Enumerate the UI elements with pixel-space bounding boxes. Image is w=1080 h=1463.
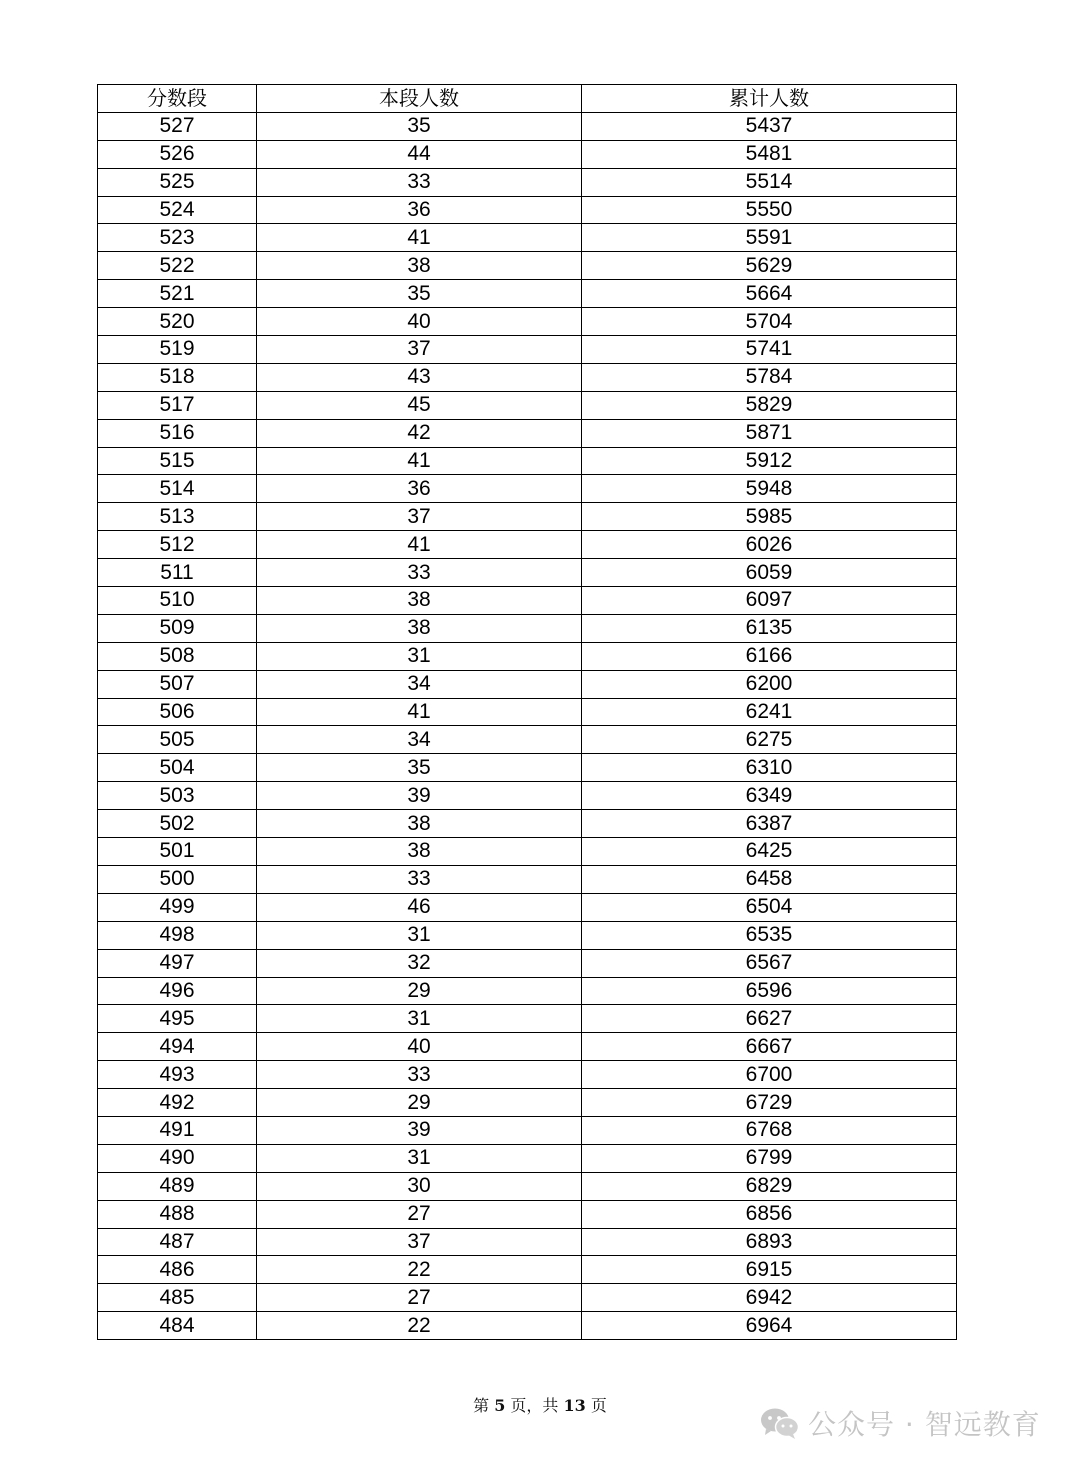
cell-score-band: 501 — [98, 838, 257, 866]
table-body — [98, 112, 957, 1339]
cell-score-band: 510 — [98, 587, 257, 615]
table-row — [98, 475, 957, 503]
table-row — [98, 1033, 957, 1061]
cell-band-count: 29 — [257, 977, 582, 1005]
cell-band-count: 42 — [257, 419, 582, 447]
cell-band-count: 35 — [257, 754, 582, 782]
table-row — [98, 140, 957, 168]
cell-band-count: 27 — [257, 1200, 582, 1228]
cell-score-band: 494 — [98, 1033, 257, 1061]
table-row — [98, 754, 957, 782]
footer-page-number: 5 — [494, 1396, 506, 1415]
cell-band-count: 41 — [257, 698, 582, 726]
table-row — [98, 810, 957, 838]
cell-band-count: 33 — [257, 559, 582, 587]
cell-band-count: 27 — [257, 1284, 582, 1312]
cell-cumulative-count: 5629 — [582, 252, 957, 280]
cell-score-band: 487 — [98, 1228, 257, 1256]
table-row — [98, 419, 957, 447]
cell-band-count: 35 — [257, 112, 582, 140]
cell-cumulative-count: 6425 — [582, 838, 957, 866]
cell-cumulative-count: 5664 — [582, 280, 957, 308]
cell-band-count: 38 — [257, 838, 582, 866]
cell-score-band: 486 — [98, 1256, 257, 1284]
cell-cumulative-count: 5912 — [582, 447, 957, 475]
cell-band-count: 40 — [257, 1033, 582, 1061]
cell-band-count: 40 — [257, 308, 582, 336]
cell-band-count: 36 — [257, 475, 582, 503]
cell-score-band: 515 — [98, 447, 257, 475]
cell-score-band: 507 — [98, 670, 257, 698]
cell-band-count: 31 — [257, 642, 582, 670]
cell-cumulative-count: 5704 — [582, 308, 957, 336]
cell-band-count: 33 — [257, 168, 582, 196]
table-row — [98, 531, 957, 559]
cell-score-band: 497 — [98, 949, 257, 977]
table-row — [98, 336, 957, 364]
cell-cumulative-count: 6458 — [582, 865, 957, 893]
table-row — [98, 112, 957, 140]
cell-cumulative-count: 5550 — [582, 196, 957, 224]
cell-band-count: 37 — [257, 503, 582, 531]
cell-score-band: 522 — [98, 252, 257, 280]
cell-band-count: 34 — [257, 726, 582, 754]
score-distribution-table — [97, 84, 957, 1340]
cell-band-count: 34 — [257, 670, 582, 698]
table-row — [98, 642, 957, 670]
cell-band-count: 41 — [257, 447, 582, 475]
cell-cumulative-count: 6700 — [582, 1061, 957, 1089]
cell-score-band: 489 — [98, 1172, 257, 1200]
watermark — [760, 1403, 1041, 1443]
cell-cumulative-count: 5514 — [582, 168, 957, 196]
table-row — [98, 1312, 957, 1340]
table-row — [98, 447, 957, 475]
table-row — [98, 614, 957, 642]
footer-suffix: 页 — [585, 1396, 607, 1415]
cell-cumulative-count: 6504 — [582, 893, 957, 921]
cell-score-band: 493 — [98, 1061, 257, 1089]
cell-cumulative-count: 6535 — [582, 921, 957, 949]
cell-score-band: 514 — [98, 475, 257, 503]
cell-score-band: 484 — [98, 1312, 257, 1340]
cell-band-count: 38 — [257, 810, 582, 838]
cell-cumulative-count: 6059 — [582, 559, 957, 587]
table-row — [98, 1005, 957, 1033]
cell-score-band: 506 — [98, 698, 257, 726]
cell-band-count: 31 — [257, 1144, 582, 1172]
table-row — [98, 670, 957, 698]
table-row — [98, 503, 957, 531]
cell-band-count: 45 — [257, 391, 582, 419]
cell-cumulative-count: 5591 — [582, 224, 957, 252]
table-row — [98, 1284, 957, 1312]
cell-cumulative-count: 6166 — [582, 642, 957, 670]
wechat-icon — [760, 1406, 800, 1440]
cell-band-count: 31 — [257, 921, 582, 949]
cell-score-band: 496 — [98, 977, 257, 1005]
table-row — [98, 726, 957, 754]
cell-band-count: 22 — [257, 1256, 582, 1284]
cell-band-count: 41 — [257, 224, 582, 252]
cell-score-band: 521 — [98, 280, 257, 308]
cell-score-band: 490 — [98, 1144, 257, 1172]
table-row — [98, 949, 957, 977]
cell-cumulative-count: 6200 — [582, 670, 957, 698]
table-row — [98, 782, 957, 810]
cell-band-count: 30 — [257, 1172, 582, 1200]
footer-total-pages: 13 — [563, 1396, 586, 1415]
cell-score-band: 498 — [98, 921, 257, 949]
cell-score-band: 516 — [98, 419, 257, 447]
header-cumulative-count: 累计人数 — [582, 85, 957, 113]
table-row — [98, 196, 957, 224]
cell-band-count: 33 — [257, 1061, 582, 1089]
table-row — [98, 1256, 957, 1284]
cell-band-count: 41 — [257, 531, 582, 559]
cell-cumulative-count: 6915 — [582, 1256, 957, 1284]
table-header-row — [98, 85, 957, 113]
cell-cumulative-count: 6349 — [582, 782, 957, 810]
cell-cumulative-count: 5829 — [582, 391, 957, 419]
cell-band-count: 38 — [257, 252, 582, 280]
cell-score-band: 508 — [98, 642, 257, 670]
table-row — [98, 280, 957, 308]
cell-score-band: 505 — [98, 726, 257, 754]
table-row — [98, 252, 957, 280]
cell-score-band: 504 — [98, 754, 257, 782]
cell-cumulative-count: 6667 — [582, 1033, 957, 1061]
footer-middle: 页，共 — [505, 1396, 564, 1415]
cell-cumulative-count: 5985 — [582, 503, 957, 531]
cell-score-band: 526 — [98, 140, 257, 168]
cell-score-band: 488 — [98, 1200, 257, 1228]
table-row — [98, 893, 957, 921]
cell-score-band: 519 — [98, 336, 257, 364]
cell-cumulative-count: 6567 — [582, 949, 957, 977]
cell-band-count: 37 — [257, 1228, 582, 1256]
table-row — [98, 977, 957, 1005]
table-row — [98, 587, 957, 615]
table-row — [98, 1089, 957, 1117]
cell-band-count: 43 — [257, 363, 582, 391]
header-score-band: 分数段 — [98, 85, 257, 113]
cell-band-count: 39 — [257, 1116, 582, 1144]
cell-score-band: 495 — [98, 1005, 257, 1033]
cell-score-band: 517 — [98, 391, 257, 419]
cell-band-count: 33 — [257, 865, 582, 893]
cell-band-count: 44 — [257, 140, 582, 168]
cell-band-count: 37 — [257, 336, 582, 364]
cell-band-count: 29 — [257, 1089, 582, 1117]
cell-score-band: 485 — [98, 1284, 257, 1312]
table-row — [98, 865, 957, 893]
cell-cumulative-count: 6241 — [582, 698, 957, 726]
table-row — [98, 1200, 957, 1228]
cell-score-band: 512 — [98, 531, 257, 559]
cell-cumulative-count: 6387 — [582, 810, 957, 838]
cell-band-count: 46 — [257, 893, 582, 921]
cell-score-band: 527 — [98, 112, 257, 140]
cell-cumulative-count: 6097 — [582, 587, 957, 615]
cell-band-count: 38 — [257, 587, 582, 615]
table-row — [98, 698, 957, 726]
cell-score-band: 492 — [98, 1089, 257, 1117]
cell-cumulative-count: 6275 — [582, 726, 957, 754]
cell-score-band: 509 — [98, 614, 257, 642]
cell-cumulative-count: 6026 — [582, 531, 957, 559]
header-band-count: 本段人数 — [257, 85, 582, 113]
cell-cumulative-count: 6964 — [582, 1312, 957, 1340]
cell-band-count: 39 — [257, 782, 582, 810]
table-row — [98, 1061, 957, 1089]
cell-band-count: 38 — [257, 614, 582, 642]
cell-score-band: 520 — [98, 308, 257, 336]
cell-cumulative-count: 6627 — [582, 1005, 957, 1033]
cell-cumulative-count: 5481 — [582, 140, 957, 168]
cell-cumulative-count: 6856 — [582, 1200, 957, 1228]
cell-cumulative-count: 6310 — [582, 754, 957, 782]
cell-cumulative-count: 6135 — [582, 614, 957, 642]
cell-score-band: 518 — [98, 363, 257, 391]
footer-prefix: 第 — [473, 1396, 495, 1415]
cell-score-band: 524 — [98, 196, 257, 224]
table-row — [98, 224, 957, 252]
cell-score-band: 525 — [98, 168, 257, 196]
cell-cumulative-count: 6942 — [582, 1284, 957, 1312]
cell-cumulative-count: 5437 — [582, 112, 957, 140]
table-row — [98, 308, 957, 336]
table-row — [98, 1144, 957, 1172]
watermark-text: 公众号 · 智远教育 — [808, 1408, 1041, 1441]
table-row — [98, 363, 957, 391]
cell-cumulative-count: 6829 — [582, 1172, 957, 1200]
cell-score-band: 500 — [98, 865, 257, 893]
cell-score-band: 502 — [98, 810, 257, 838]
table-row — [98, 1116, 957, 1144]
cell-band-count: 31 — [257, 1005, 582, 1033]
cell-score-band: 503 — [98, 782, 257, 810]
cell-cumulative-count: 6768 — [582, 1116, 957, 1144]
table-row — [98, 168, 957, 196]
cell-band-count: 22 — [257, 1312, 582, 1340]
cell-cumulative-count: 5871 — [582, 419, 957, 447]
cell-cumulative-count: 5784 — [582, 363, 957, 391]
cell-score-band: 523 — [98, 224, 257, 252]
table-row — [98, 1172, 957, 1200]
cell-cumulative-count: 5948 — [582, 475, 957, 503]
cell-cumulative-count: 6799 — [582, 1144, 957, 1172]
table-row — [98, 838, 957, 866]
cell-cumulative-count: 6596 — [582, 977, 957, 1005]
table-row — [98, 559, 957, 587]
cell-score-band: 511 — [98, 559, 257, 587]
cell-band-count: 32 — [257, 949, 582, 977]
cell-score-band: 499 — [98, 893, 257, 921]
table-row — [98, 1228, 957, 1256]
cell-cumulative-count: 6893 — [582, 1228, 957, 1256]
cell-cumulative-count: 6729 — [582, 1089, 957, 1117]
cell-score-band: 491 — [98, 1116, 257, 1144]
table-row — [98, 921, 957, 949]
table-row — [98, 391, 957, 419]
cell-score-band: 513 — [98, 503, 257, 531]
cell-band-count: 36 — [257, 196, 582, 224]
cell-cumulative-count: 5741 — [582, 336, 957, 364]
cell-band-count: 35 — [257, 280, 582, 308]
